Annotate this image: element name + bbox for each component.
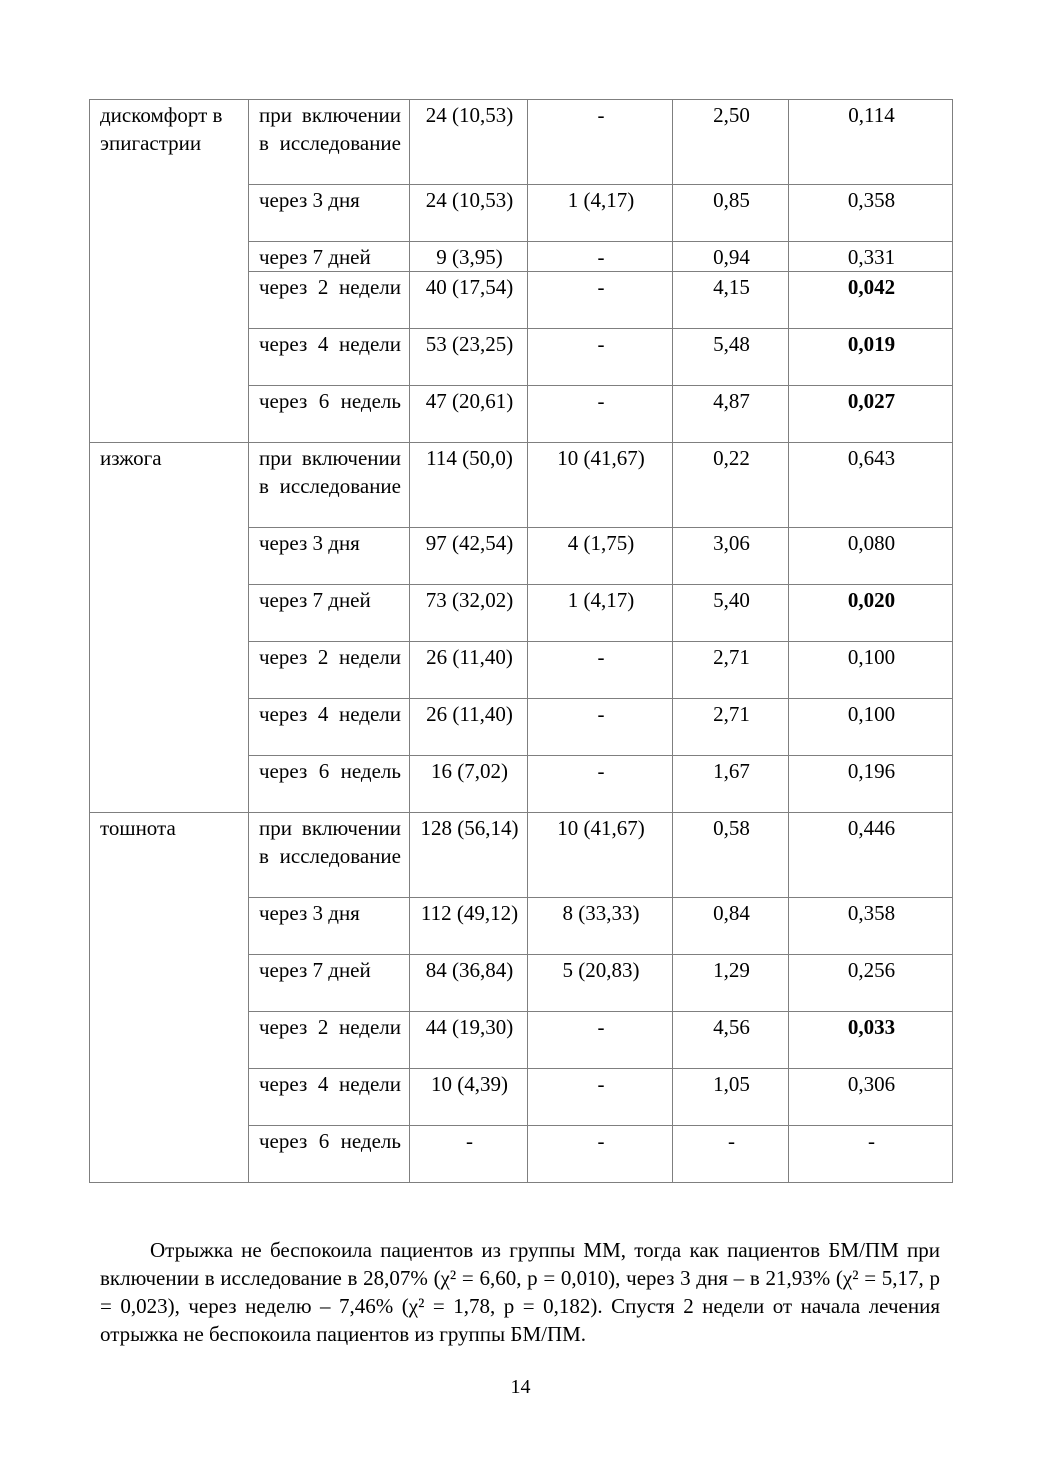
group2-value-cell: - [528,100,673,185]
results-table [89,99,953,1183]
period-cell: через 3 дня [249,528,410,585]
table-row [90,813,953,898]
p-value-cell: 0,027 [789,386,953,443]
chi-square-cell: 0,58 [673,813,789,898]
group1-value-cell: 24 (10,53) [410,185,528,242]
group1-value-cell: 84 (36,84) [410,955,528,1012]
chi-square-cell: 0,22 [673,443,789,528]
period-cell: через 3 дня [249,898,410,955]
period-cell: через 2 недели [249,272,410,329]
chi-square-cell: 0,84 [673,898,789,955]
p-value-cell: 0,100 [789,699,953,756]
group2-value-cell: 10 (41,67) [528,443,673,528]
chi-square-cell: 1,05 [673,1069,789,1126]
chi-square-cell: 2,71 [673,699,789,756]
p-value-cell: 0,358 [789,185,953,242]
period-cell: через 3 дня [249,185,410,242]
group1-value-cell: 97 (42,54) [410,528,528,585]
group2-value-cell: - [528,756,673,813]
group1-value-cell: 44 (19,30) [410,1012,528,1069]
p-value-cell: 0,020 [789,585,953,642]
group2-value-cell: 8 (33,33) [528,898,673,955]
p-value-cell: 0,643 [789,443,953,528]
group1-value-cell: - [410,1126,528,1183]
page-number: 14 [510,1376,531,1398]
p-value-cell: 0,100 [789,642,953,699]
period-cell: через 2 недели [249,1012,410,1069]
group1-value-cell: 10 (4,39) [410,1069,528,1126]
period-cell: через 2 недели [249,642,410,699]
p-value-cell: 0,256 [789,955,953,1012]
period-cell: через 4 недели [249,329,410,386]
p-value-cell: 0,114 [789,100,953,185]
group2-value-cell: - [528,699,673,756]
group1-value-cell: 16 (7,02) [410,756,528,813]
period-cell: при включении в исследование [249,813,410,898]
chi-square-cell: 5,40 [673,585,789,642]
table-row [90,443,953,528]
group1-value-cell: 53 (23,25) [410,329,528,386]
chi-square-cell: 0,85 [673,185,789,242]
symptom-cell: тошнота [90,813,249,1183]
period-cell: через 6 недель [249,386,410,443]
group1-value-cell: 128 (56,14) [410,813,528,898]
group2-value-cell: - [528,329,673,386]
group2-value-cell: - [528,1069,673,1126]
period-cell: через 6 недель [249,1126,410,1183]
period-cell: при включении в исследование [249,443,410,528]
group2-value-cell: 1 (4,17) [528,585,673,642]
p-value-cell: 0,358 [789,898,953,955]
chi-square-cell: 4,87 [673,386,789,443]
period-cell: при включении в исследование [249,100,410,185]
group2-value-cell: 1 (4,17) [528,185,673,242]
p-value-cell: 0,033 [789,1012,953,1069]
p-value-cell: 0,019 [789,329,953,386]
group2-value-cell: - [528,386,673,443]
period-cell: через 4 недели [249,699,410,756]
group1-value-cell: 40 (17,54) [410,272,528,329]
p-value-cell: 0,196 [789,756,953,813]
group2-value-cell: 10 (41,67) [528,813,673,898]
group2-value-cell: 4 (1,75) [528,528,673,585]
group1-value-cell: 47 (20,61) [410,386,528,443]
group1-value-cell: 114 (50,0) [410,443,528,528]
group2-value-cell: - [528,642,673,699]
group2-value-cell: - [528,1126,673,1183]
period-cell: через 4 недели [249,1069,410,1126]
chi-square-cell: 4,15 [673,272,789,329]
period-cell: через 7 дней [249,585,410,642]
chi-square-cell: 1,29 [673,955,789,1012]
group2-value-cell: - [528,272,673,329]
period-cell: через 7 дней [249,242,410,272]
p-value-cell: 0,080 [789,528,953,585]
group1-value-cell: 26 (11,40) [410,642,528,699]
group1-value-cell: 9 (3,95) [410,242,528,272]
period-cell: через 6 недель [249,756,410,813]
chi-square-cell: 2,71 [673,642,789,699]
chi-square-cell: 5,48 [673,329,789,386]
p-value-cell: 0,446 [789,813,953,898]
chi-square-cell: 4,56 [673,1012,789,1069]
group2-value-cell: 5 (20,83) [528,955,673,1012]
p-value-cell: 0,042 [789,272,953,329]
chi-square-cell: 2,50 [673,100,789,185]
group2-value-cell: - [528,242,673,272]
p-value-cell: 0,331 [789,242,953,272]
period-cell: через 7 дней [249,955,410,1012]
chi-square-cell: 0,94 [673,242,789,272]
group1-value-cell: 112 (49,12) [410,898,528,955]
group2-value-cell: - [528,1012,673,1069]
table-row [90,100,953,185]
group1-value-cell: 24 (10,53) [410,100,528,185]
body-paragraph: Отрыжка не беспокоила пациентов из группы ММ, тогда как пациентов БМ/ПМ при включении в исследование в 28,07% (χ² = 6,60, р = 0,010), через 3 дня – в 21,93% (χ² = 5,17, р = 0,023), через неделю – 7,46% (χ² = 1,78, р = 0,182). Спустя 2 недели от начала лечения отрыжка не беспокоила пациентов из группы БМ/ПМ. [100,1238,940,1346]
p-value-cell: - [789,1126,953,1183]
chi-square-cell: - [673,1126,789,1183]
chi-square-cell: 1,67 [673,756,789,813]
symptom-cell: изжога [90,443,249,813]
group1-value-cell: 26 (11,40) [410,699,528,756]
chi-square-cell: 3,06 [673,528,789,585]
p-value-cell: 0,306 [789,1069,953,1126]
symptom-cell: дискомфорт в эпигастрии [90,100,249,443]
group1-value-cell: 73 (32,02) [410,585,528,642]
